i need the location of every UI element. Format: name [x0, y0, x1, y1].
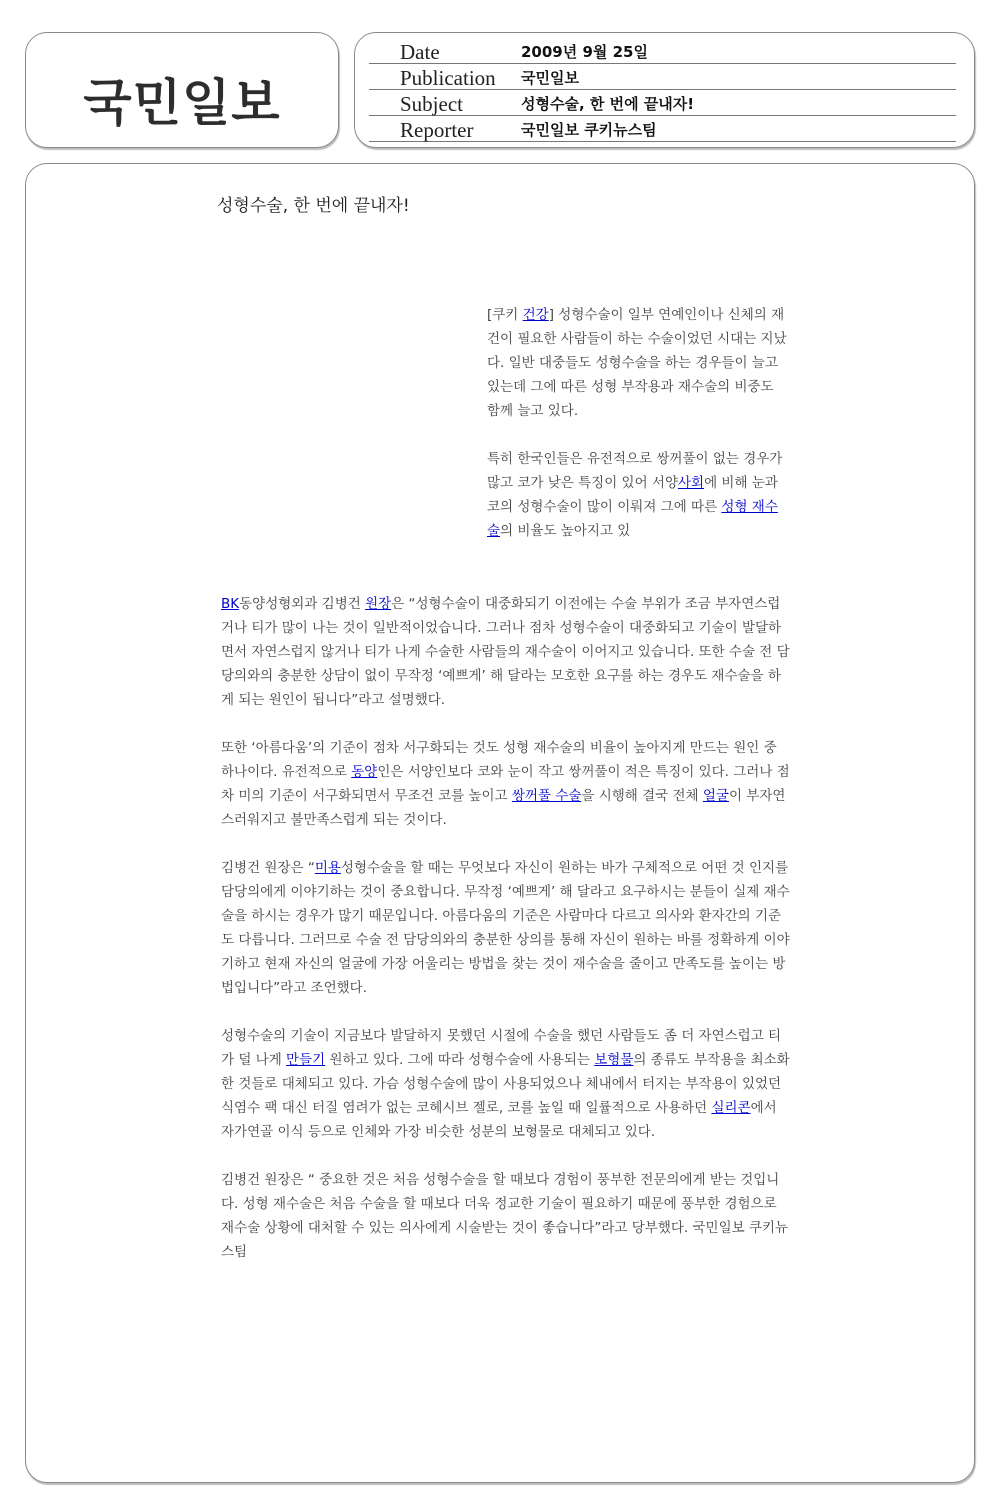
- keyword-link[interactable]: 동양: [351, 764, 378, 780]
- article-meta-panel: [354, 32, 975, 148]
- keyword-link[interactable]: 쌍꺼풀 수술: [511, 788, 582, 804]
- logo-panel: [25, 32, 339, 148]
- keyword-link[interactable]: 사회: [678, 475, 705, 491]
- keyword-link[interactable]: 원장: [365, 596, 392, 612]
- paragraph-text: 인은 서양인보다 코와 눈이 작고 쌍꺼풀이 적은 특징이 있다. 그러나 점차 미의 기준이 서구화되면서 무조건 코를 높이고: [221, 764, 790, 804]
- article-paragraph: [221, 1024, 793, 1144]
- keyword-link[interactable]: 보형물: [594, 1052, 634, 1068]
- article-body-column: [221, 592, 793, 1288]
- paragraph-text: 에서 자가연골 이식 등으로 인체와 가장 비슷한 성분의 보형물로 대체되고 있다.: [221, 1100, 777, 1140]
- meta-label: Subject: [400, 92, 463, 116]
- paragraph-text: 성형수술을 할 때는 무엇보다 자신이 원하는 바가 구체적으로 어떤 것 인지를 담당의에게 이야기하는 것이 중요합니다. 무작정 ‘예쁘게’ 해 달라고 요구하시는 분들이 실제 재수술을 하시는 경우가 많기 때문입니다. 아름다움의 기준은 사람마다 다르고 의사와 환자간의 기준도 다릅니다. 그러므로 수술 전 담당의와의 충분한 상의를 통해 자신이 원하는 바를 정확하게 이야기하고 현재 자신의 얼굴에 가장 어울리는 방법을 찾는 것이 재수술을 줄이고 만족도를 높이는 방법입니다”라고 조언했다.: [221, 860, 790, 996]
- article-paragraph: [221, 736, 793, 832]
- article-paragraph: [487, 447, 789, 543]
- paragraph-text: 동양성형외과 김병건: [239, 596, 366, 612]
- keyword-link[interactable]: BK: [221, 596, 240, 612]
- meta-value: 국민일보 쿠키뉴스팀: [521, 121, 657, 139]
- meta-label: Reporter: [400, 118, 474, 142]
- paragraph-text: 또한 ‘아름다움’의 기준이 점차 서구화되는 것도 성형 재수술의 비율이 높아지게 만드는 원인 중 하나이다. 유전적으로: [221, 740, 777, 780]
- article-paragraph: [221, 592, 793, 712]
- meta-row-date: [369, 37, 956, 64]
- keyword-link[interactable]: 만들기: [286, 1052, 326, 1068]
- paragraph-text: 에 비해 눈과 코의 성형수술이 많이 이뤄져 그에 따른: [487, 475, 778, 515]
- paragraph-text: 의 종류도 부작용을 최소화한 것들로 대체되고 있다. 가슴 성형수술에 많이 사용되었으나 체내에서 터지는 부작용이 있었던 식염수 팩 대신 터질 염려가 없는 코헤시브 젤로, 코를 높일 때 일률적으로 사용하던: [221, 1052, 790, 1116]
- paragraph-text: [쿠키: [487, 307, 523, 323]
- meta-row-reporter: [369, 115, 956, 142]
- meta-label: Date: [400, 40, 440, 64]
- paragraph-text: 이 부자연스러워지고 불만족스럽게 되는 것이다.: [221, 788, 786, 828]
- meta-value: 성형수술, 한 번에 끝내자!: [521, 95, 695, 113]
- keyword-link[interactable]: 미용: [314, 860, 341, 876]
- article-paragraph: [487, 303, 789, 423]
- paragraph-text: ] 성형수술이 일부 연예인이나 신체의 재건이 필요한 사람들이 하는 수술이었던 시대는 지났다. 일반 대중들도 성형수술을 하는 경우들이 늘고 있는데 그에 따른 성형 부작용과 재수술의 비중도 함께 늘고 있다.: [487, 307, 787, 419]
- paragraph-text: 은 “성형수술이 대중화되기 이전에는 수술 부위가 조금 부자연스럽거나 티가 많이 나는 것이 일반적이었습니다. 그러나 점차 성형수술이 대중화되고 기술이 발달하면서 자연스럽지 않거나 티가 나게 수술한 사람들의 재수술이 이어지고 있습니다. 또한 수술 전 담당의와의 충분한 상담이 없이 무작정 ‘예쁘게’ 해 달라는 모호한 요구를 하는 경우도 재수술을 하게 되는 원인이 됩니다”라고 설명했다.: [221, 596, 790, 708]
- keyword-link[interactable]: 얼굴: [702, 788, 729, 804]
- meta-label: Publication: [400, 66, 496, 90]
- paragraph-text: 성형수술의 기술이 지금보다 발달하지 못했던 시절에 수술을 했던 사람들도 좀 더 자연스럽고 티가 덜 나게: [221, 1028, 782, 1068]
- article-paragraph: [221, 856, 793, 1000]
- keyword-link[interactable]: 건강: [522, 307, 549, 323]
- paragraph-text: 의 비율도 높아지고 있: [500, 523, 631, 539]
- keyword-link[interactable]: 실리콘: [711, 1100, 751, 1116]
- keyword-link[interactable]: 성형 재수술: [487, 499, 778, 539]
- meta-value: 2009년 9월 25일: [521, 43, 648, 61]
- paragraph-text: 원하고 있다. 그에 따라 성형수술에 사용되는: [325, 1052, 595, 1068]
- article-lead-column: [487, 303, 789, 567]
- paragraph-text: 특히 한국인들은 유전적으로 쌍꺼풀이 없는 경우가 많고 코가 낮은 특징이 있어 서양: [487, 451, 783, 491]
- paragraph-text: 을 시행해 결국 전체: [581, 788, 703, 804]
- paragraph-text: 김병건 원장은 “: [221, 860, 315, 876]
- meta-row-subject: [369, 89, 956, 116]
- article-paragraph: [221, 1168, 793, 1264]
- meta-value: 국민일보: [521, 69, 579, 87]
- meta-row-publication: [369, 63, 956, 90]
- article-headline: 성형수술, 한 번에 끝내자!: [217, 196, 410, 216]
- paragraph-text: 김병건 원장은 “ 중요한 것은 처음 성형수술을 할 때보다 경험이 풍부한 전문의에게 받는 것입니다. 성형 재수술은 처음 수술을 할 때보다 더욱 정교한 기술이 필요하기 때문에 풍부한 경험으로 재수술 상황에 대처할 수 있는 의사에게 시술받는 것이 좋습니다”라고 당부했다. 국민일보 쿠키뉴스팀: [221, 1172, 789, 1260]
- newspaper-logo: 국민일보: [83, 74, 281, 132]
